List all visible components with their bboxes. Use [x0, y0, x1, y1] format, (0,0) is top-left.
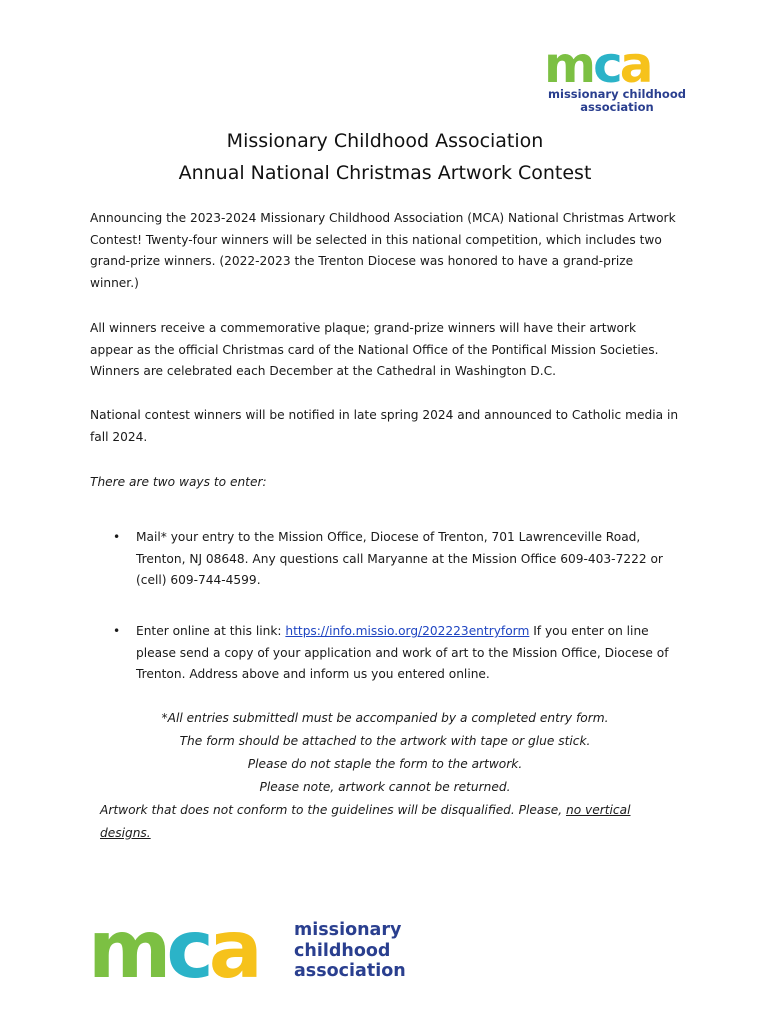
entry-form-link[interactable]: https://info.missio.org/202223entryform [285, 624, 530, 638]
page-title-line1: Missionary Childhood Association [226, 130, 544, 152]
no-vertical-designs-text: no vertical designs. [100, 803, 631, 840]
logo-tagline: missionary childhood association [548, 87, 686, 114]
bullet-icon: • [113, 530, 121, 544]
online-entry-prefix: Enter online at this link: [136, 624, 286, 638]
note-line-disqualify: Artwork that does not conform to the guidelines will be disqualified. Please, no vertical designs. [100, 803, 631, 840]
list-item [113, 621, 683, 686]
bullet-icon: • [113, 624, 121, 638]
note-line: The form should be attached to the artwork with tape or glue stick. [179, 734, 591, 748]
mca-logo-bottom [88, 915, 418, 985]
mca-logo-mark [542, 42, 692, 88]
page-title-line2: Annual National Christmas Artwork Contest [178, 162, 592, 184]
mca-logo-mark [88, 915, 293, 985]
list-item [113, 527, 683, 592]
online-entry-suffix: If you enter on line please send a copy of your application and work of art to the Mission Office, Diocese of Trenton. Address above and inform us you entered online. [136, 624, 669, 681]
mca-logo-top [542, 42, 692, 122]
ways-to-enter-heading: There are two ways to enter: [90, 475, 267, 489]
entry-method-online [113, 621, 683, 686]
note-line: Please note, artwork cannot be returned. [259, 780, 511, 794]
logo-wordmark: missionary childhood association [294, 920, 406, 981]
svg-text:mca: mca [544, 42, 651, 88]
note-line: *All entries submittedl must be accompanied by a completed entry form. [161, 711, 609, 725]
note-line: Please do not staple the form to the artwork. [247, 757, 523, 771]
mail-entry-text: Mail* your entry to the Mission Office, Diocese of Trenton, 701 Lawrenceville Road, Trenton, NJ 08648. Any questions call Maryanne at the Mission Office 609-403-7222 or (cell) 609-744-4599. [136, 530, 663, 587]
entry-notes [100, 707, 670, 845]
svg-text:mca: mca [88, 915, 258, 985]
announcement-paragraph: Announcing the 2023-2024 Missionary Childhood Association (MCA) National Christmas Artwork Contest! Twenty-four winners will be selected in this national competition, which includes two grand-prize winners. (2022-2023 the Trenton Diocese was honored to have a grand-prize winner.) [90, 211, 676, 290]
notification-paragraph: National contest winners will be notified in late spring 2024 and announced to Catholic media in fall 2024. [90, 408, 679, 444]
entry-method-mail [113, 527, 683, 592]
awards-paragraph: All winners receive a commemorative plaque; grand-prize winners will have their artwork appear as the official Christmas card of the National Office of the Pontifical Mission Societies. Winners are celebrated each December at the Cathedral in Washington D.C. [90, 321, 659, 378]
